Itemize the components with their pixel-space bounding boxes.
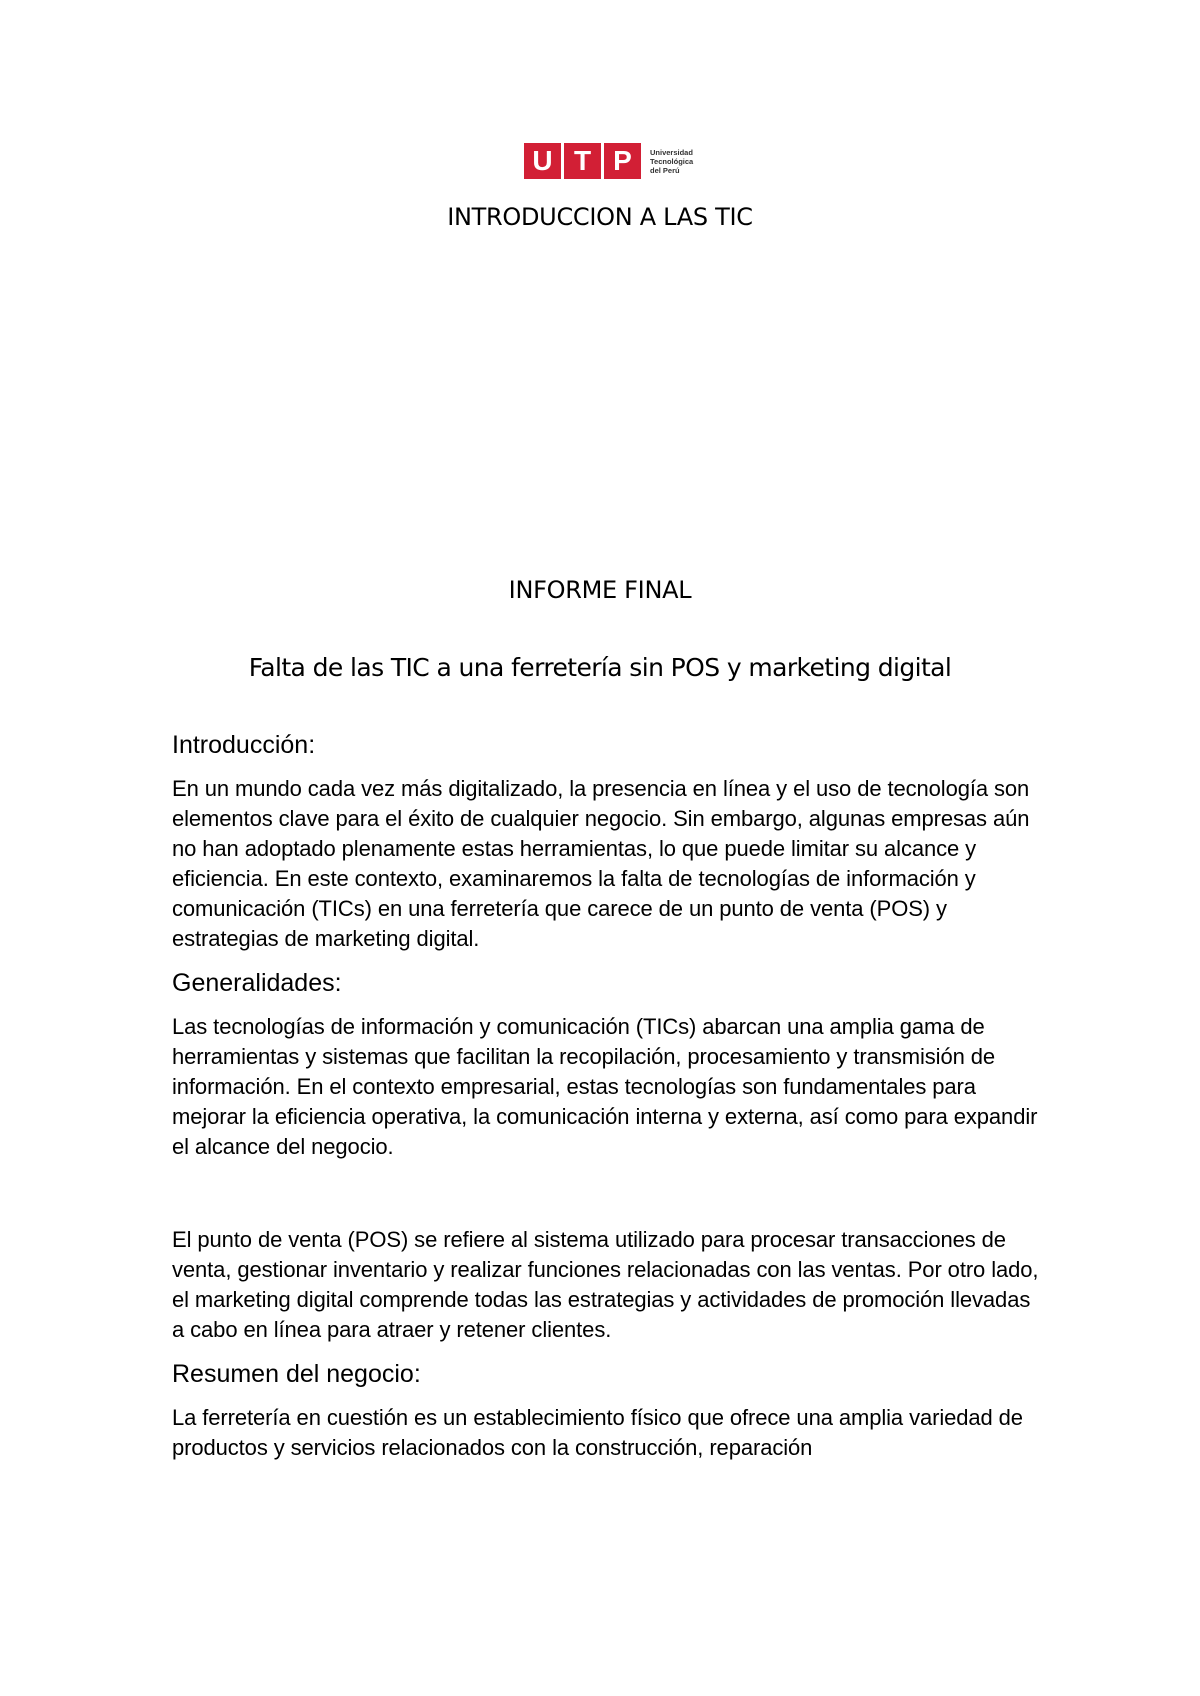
paragraph-generalidades-2: El punto de venta (POS) se refiere al sistema utilizado para procesar transacciones de venta, gestionar inventario y realizar funciones relacionadas con las ventas. Por otro lado, el marketing digital comprende todas las estrategias y actividades de promoción llevadas a cabo en línea para atraer y retener clientes. bbox=[172, 1227, 1039, 1342]
paragraph-generalidades-1: Las tecnologías de información y comunicación (TICs) abarcan una amplia gama de herramientas y sistemas que facilitan la recopilación, procesamiento y transmisión de información. En el contexto empresarial, estas tecnologías son fundamentales para mejorar la eficiencia operativa, la comunicación interna y externa, así como para expandir el alcance del negocio. bbox=[172, 1014, 1038, 1159]
logo-letter-t: T bbox=[564, 143, 601, 179]
paragraph-introduccion: En un mundo cada vez más digitalizado, la presencia en línea y el uso de tecnología son elementos clave para el éxito de cualquier negocio. Sin embargo, algunas empresas aún no han adoptado plenamente estas herramientas, lo que puede limitar su alcance y eficiencia. En este contexto, examinaremos la falta de tecnologías de información y comunicación (TICs) en una ferretería que carece de un punto de venta (POS) y estrategias de marketing digital. bbox=[172, 776, 1030, 951]
document-body bbox=[172, 730, 1042, 1463]
paragraph-resumen-negocio: La ferretería en cuestión es un establecimiento físico que ofrece una amplia variedad de productos y servicios relacionados con la construcción, reparación bbox=[172, 1405, 1023, 1460]
report-title: Falta de las TIC a una ferretería sin POS y marketing digital bbox=[248, 653, 952, 682]
heading-resumen-negocio: Resumen del negocio: bbox=[172, 1360, 421, 1388]
logo-letter-u: U bbox=[524, 143, 561, 179]
report-label: INFORME FINAL bbox=[508, 576, 692, 604]
logo-university-name bbox=[650, 148, 693, 175]
logo-line-2: Tecnológica bbox=[650, 156, 694, 166]
logo-line-3: del Perú bbox=[650, 165, 680, 175]
course-title: INTRODUCCION A LAS TIC bbox=[447, 203, 753, 231]
logo-line-1: Universidad bbox=[650, 147, 693, 157]
heading-introduccion: Introducción: bbox=[172, 731, 316, 759]
heading-generalidades: Generalidades: bbox=[172, 969, 342, 997]
utp-logo bbox=[524, 143, 693, 179]
logo-letter-p: P bbox=[604, 143, 641, 179]
